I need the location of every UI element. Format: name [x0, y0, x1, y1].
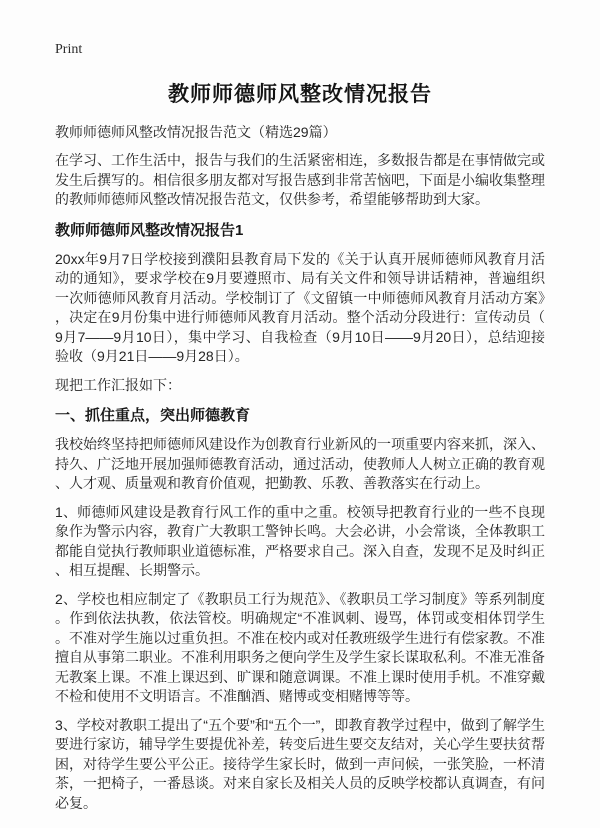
section-1-item-3-paragraph: 3、学校对教职工提出了“五个要”和“五个一”，即教育教学过程中，做到了解学生要进行家访，辅导学生要提优补差，转变后进生要交友结对，关心学生要扶贫帮困，对待学生要公平公正。接待学生家长时，做到一声问候，一张笑脸，一杯清茶，一把椅子，一番恳谈。对来自家长及相关人员的反映学校都认真调查，有问必复。 [55, 716, 545, 811]
intro-paragraph: 在学习、工作生活中，报告与我们的生活紧密相连，多数报告都是在事情做完或发生后撰写的。相信很多朋友都对写报告感到非常苦恼吧，下面是小编收集整理的教师师德师风整改情况报告范文，仅供参考，希望能够帮助到大家。 [55, 152, 545, 207]
print-button[interactable]: Print [55, 42, 83, 57]
section-1-item-1-paragraph: 1、师德师风建设是教育行风工作的重中之重。校领导把教育行业的一些不良现象作为警示内容，教育广大教职工警钟长鸣。大会必讲，小会常谈，全体教职工都能自觉执行教师职业道德标准，严格要求自己。深入自查，发现不足及时纠正、相互提醒、长期警示。 [55, 503, 545, 578]
report-1-intro-paragraph: 20xx年9月7日学校接到濮阳县教育局下发的《关于认真开展师德师风教育月活动的通知》，要求学校在9月要遵照市、局有关文件和领导讲话精神，普遍组织一次师德师风教育月活动。学校制订了《文留镇一中师德师风教育月活动方案》，决定在9月份集中进行师德师风教育月活动。整个活动分段进行：宣传动员（9月7——9月10日），集中学习、自我检查（9月10日——9月20日），总结迎接验收（9月21日——9月28日）。 [55, 250, 545, 364]
section-1-heading: 一、抓住重点，突出师德教育 [55, 407, 251, 424]
section-1-item-2-paragraph: 2、学校也相应制定了《教职员工行为规范》、《教职员工学习制度》等系列制度。作到依法执教，依法管校。明确规定“不准讽刺、谩骂，体罚或变相体罚学生。不准对学生施以过重负担。不准在校内或对任教班级学生进行有偿家教。不准擅自从事第二职业。不准利用职务之便向学生及学生家长谋取私利。不准无准备无教案上课。不准上课迟到、旷课和随意调课。不准上课时使用手机。不准穿戴不检和使用不文明语言。不准酗酒、赌博或变相赌博等等。 [55, 590, 545, 704]
document-subtitle: 教师师德师风整改情况报告范文（精选29篇） [55, 124, 337, 140]
section-1-overview-paragraph: 我校始终坚持把师德师风建设作为创教育行业新风的一项重要内容来抓，深入、持久、广泛地开展加强师德教育活动，通过活动，使教师人人树立正确的教育观、人才观、质量观和教育价值观，把勤教、乐教、善教落实在行动上。 [55, 436, 545, 491]
report-1-heading: 教师师德师风整改情况报告1 [55, 221, 244, 239]
report-1-transition-paragraph: 现把工作汇报如下： [55, 376, 181, 393]
page-title: 教师师德师风整改情况报告 [168, 83, 432, 106]
